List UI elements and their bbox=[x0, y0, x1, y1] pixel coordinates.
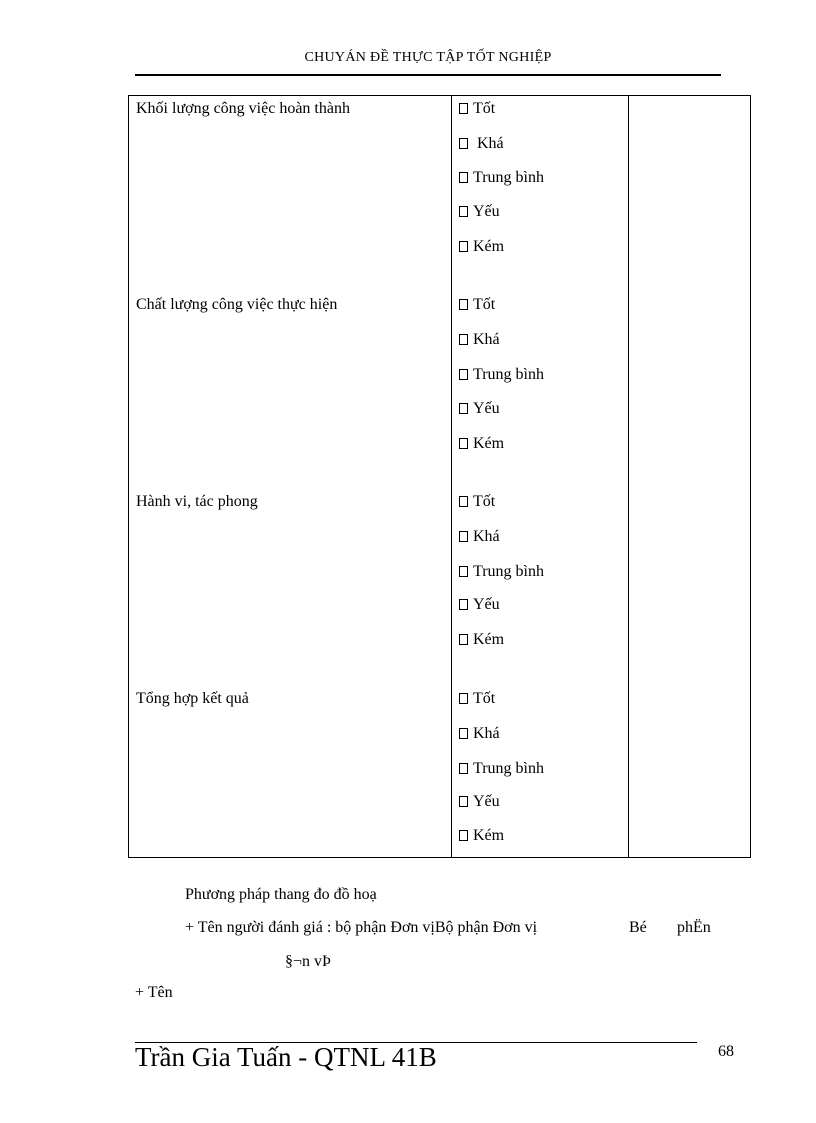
option-label: Tốt bbox=[473, 100, 496, 117]
checkbox-icon bbox=[459, 103, 468, 114]
criterion-label: Hành vi, tác phong bbox=[136, 493, 258, 510]
checkbox-icon bbox=[459, 634, 468, 645]
option-label: Yếu bbox=[473, 400, 500, 417]
option-label: Khá bbox=[473, 331, 500, 348]
checkbox-icon bbox=[459, 206, 468, 217]
option-label: Trung bình bbox=[473, 563, 544, 580]
page-header-title: CHUYÁN ĐỀ THỰC TẬP TỐT NGHIỆP bbox=[304, 50, 552, 65]
rating-option bbox=[459, 563, 544, 581]
criterion-label: Khối lượng công việc hoàn thành bbox=[136, 100, 350, 117]
checkbox-icon bbox=[459, 496, 468, 507]
option-label: Trung bình bbox=[473, 169, 544, 186]
rating-option bbox=[459, 725, 500, 743]
option-label: Khá bbox=[473, 528, 500, 545]
checkbox-icon bbox=[459, 403, 468, 414]
method-heading: Phương pháp thang đo đồ hoạ bbox=[185, 886, 377, 903]
option-label: Yếu bbox=[473, 596, 500, 613]
option-label: Khá bbox=[473, 725, 500, 742]
column-separator-1 bbox=[451, 96, 452, 857]
rating-option bbox=[459, 400, 500, 418]
rating-option bbox=[459, 169, 544, 187]
option-label: Kém bbox=[473, 827, 505, 844]
evaluator-line-continuation: §¬n vÞ bbox=[285, 953, 331, 970]
option-label: Kém bbox=[473, 238, 505, 255]
option-label: Tốt bbox=[473, 493, 496, 510]
rating-option bbox=[459, 203, 500, 221]
checkbox-icon bbox=[459, 830, 468, 841]
checkbox-icon bbox=[459, 334, 468, 345]
option-label: Kém bbox=[473, 435, 505, 452]
rating-option bbox=[459, 690, 495, 708]
evaluator-line: + Tên người đánh giá : bộ phận Đơn vịBộ phận Đơn vị bbox=[185, 919, 538, 936]
criterion-label: Chất lượng công việc thực hiện bbox=[136, 296, 338, 313]
evaluator-tail-word-1: Bé bbox=[629, 919, 647, 936]
checkbox-icon bbox=[459, 728, 468, 739]
checkbox-icon bbox=[459, 438, 468, 449]
name-line: + Tên bbox=[135, 984, 173, 1001]
checkbox-icon bbox=[459, 693, 468, 704]
checkbox-icon bbox=[459, 299, 468, 310]
option-label: Kém bbox=[473, 631, 505, 648]
rating-option bbox=[459, 296, 495, 314]
checkbox-icon bbox=[459, 599, 468, 610]
checkbox-icon bbox=[459, 241, 468, 252]
rating-option bbox=[459, 528, 500, 546]
rating-option bbox=[459, 760, 544, 778]
option-label: Yếu bbox=[473, 203, 500, 220]
option-label: Tốt bbox=[473, 690, 496, 707]
rating-option bbox=[459, 827, 504, 845]
evaluation-table bbox=[128, 95, 751, 858]
checkbox-icon bbox=[459, 369, 468, 380]
rating-option bbox=[459, 493, 495, 511]
footer-author: Trần Gia Tuấn - QTNL 41B bbox=[135, 1042, 437, 1072]
checkbox-icon bbox=[459, 172, 468, 183]
option-label: Tốt bbox=[473, 296, 496, 313]
rating-option bbox=[459, 435, 504, 453]
rating-option bbox=[459, 331, 500, 349]
checkbox-icon bbox=[459, 763, 468, 774]
checkbox-icon bbox=[459, 566, 468, 577]
criterion-label: Tổng hợp kết quả bbox=[136, 690, 249, 707]
page-number: 68 bbox=[718, 1043, 734, 1060]
evaluator-tail-word-2: phËn bbox=[677, 919, 711, 936]
rating-option bbox=[459, 631, 504, 649]
header-rule bbox=[135, 74, 721, 76]
rating-option bbox=[459, 135, 504, 153]
checkbox-icon bbox=[459, 796, 468, 807]
column-separator-2 bbox=[628, 96, 629, 857]
option-label: Yếu bbox=[473, 793, 500, 810]
checkbox-icon bbox=[459, 531, 468, 542]
rating-option bbox=[459, 366, 544, 384]
option-label: Trung bình bbox=[473, 366, 544, 383]
rating-option bbox=[459, 100, 495, 118]
option-label: Trung bình bbox=[473, 760, 544, 777]
rating-option bbox=[459, 596, 500, 614]
option-label: Khá bbox=[473, 135, 504, 152]
rating-option bbox=[459, 238, 504, 256]
rating-option bbox=[459, 793, 500, 811]
checkbox-icon bbox=[459, 138, 468, 149]
